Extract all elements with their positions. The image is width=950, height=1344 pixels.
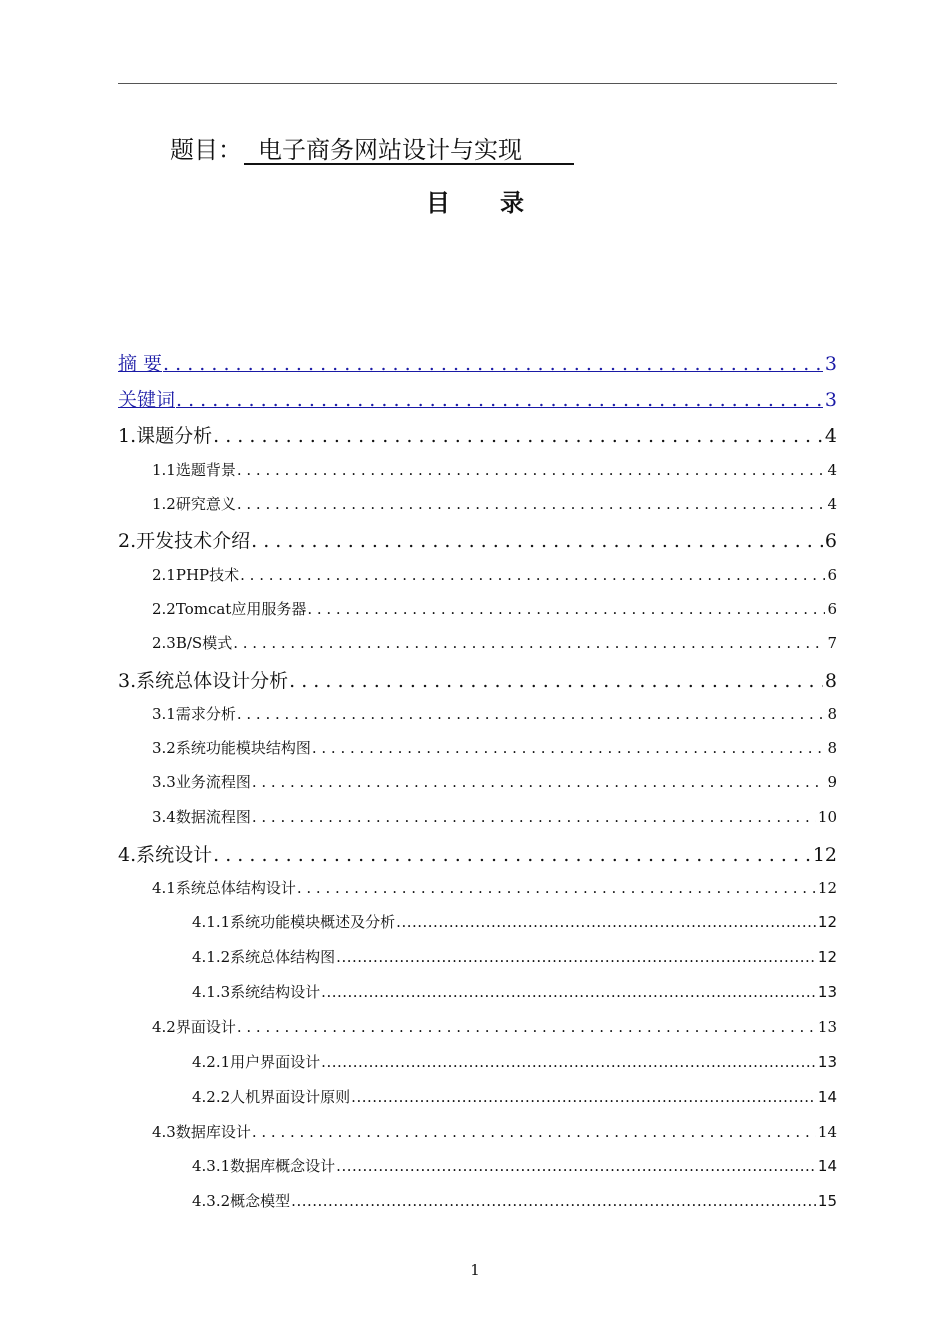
header-rule xyxy=(118,83,837,84)
leader-dots xyxy=(396,913,816,931)
leader-dots xyxy=(163,353,823,375)
toc-entry-page: 9 xyxy=(827,773,837,791)
leader-dots xyxy=(176,389,823,411)
title-label: 题目： xyxy=(170,136,242,164)
toc-entry-page: 6 xyxy=(824,530,837,552)
toc-entry-page: 8 xyxy=(827,739,837,757)
toc-entry-label: 摘 要 xyxy=(118,353,163,375)
toc-entry[interactable] xyxy=(192,911,837,932)
toc-entry[interactable] xyxy=(152,493,837,514)
toc-entry-page: 3 xyxy=(824,353,837,375)
leader-dots xyxy=(237,705,826,723)
leader-dots xyxy=(307,600,825,618)
toc-entry[interactable] xyxy=(192,1190,837,1211)
page-number: 1 xyxy=(470,1261,480,1279)
toc-entry-page: 8 xyxy=(824,670,837,692)
leader-dots xyxy=(252,808,816,826)
toc-entry[interactable] xyxy=(152,598,837,619)
toc-entry-label: 1.1选题背景 xyxy=(152,461,236,479)
toc-entry-label: 2.3B/S模式 xyxy=(152,634,233,652)
toc-entry-label: 2.1PHP技术 xyxy=(152,566,240,584)
toc-entry-page: 13 xyxy=(817,983,837,1001)
leader-dots xyxy=(321,1053,816,1071)
toc-entry-page: 4 xyxy=(827,461,837,479)
toc-entry-label: 3.2系统功能模块结构图 xyxy=(152,739,311,757)
toc-entry[interactable] xyxy=(192,981,837,1002)
toc-entry[interactable] xyxy=(152,737,837,758)
leader-dots xyxy=(291,1192,816,1210)
leader-dots xyxy=(336,1157,816,1175)
leader-dots xyxy=(252,1123,816,1141)
toc-entry-label: 2.2Tomcat应用服务器 xyxy=(152,600,307,618)
toc-entry-label: 4.系统设计 xyxy=(118,844,213,866)
toc-entry-page: 13 xyxy=(817,1018,837,1036)
leader-dots xyxy=(351,1088,816,1106)
toc-entry-label: 1.课题分析 xyxy=(118,425,213,447)
toc-entry-page: 12 xyxy=(817,948,837,966)
toc-entry[interactable] xyxy=(152,703,837,724)
toc-entry[interactable] xyxy=(152,877,837,898)
leader-dots xyxy=(233,634,825,652)
toc-entry-page: 12 xyxy=(812,844,837,866)
leader-dots xyxy=(213,425,823,447)
toc-entry-label: 4.1.2系统总体结构图 xyxy=(192,948,336,966)
toc-entry-page: 13 xyxy=(817,1053,837,1071)
leader-dots xyxy=(240,566,825,584)
toc-entry[interactable] xyxy=(152,806,837,827)
toc-entry-page: 12 xyxy=(817,879,837,897)
toc-entry-keywords[interactable] xyxy=(118,385,837,412)
toc-entry-label: 4.2.1用户界面设计 xyxy=(192,1053,321,1071)
title-value: 电子商务网站设计与实现 xyxy=(244,137,574,165)
toc-entry-label: 4.1.1系统功能模块概述及分析 xyxy=(192,913,396,931)
toc-entry-page: 3 xyxy=(824,389,837,411)
toc-entry[interactable] xyxy=(152,1121,837,1142)
leader-dots xyxy=(297,879,816,897)
toc-entry-page: 6 xyxy=(827,566,837,584)
toc-entry[interactable] xyxy=(152,459,837,480)
leader-dots xyxy=(321,983,816,1001)
leader-dots xyxy=(237,495,826,513)
toc-entry[interactable] xyxy=(118,666,837,693)
toc-entry-page: 4 xyxy=(827,495,837,513)
toc-entry-label: 4.1.3系统结构设计 xyxy=(192,983,321,1001)
toc-entry-label: 4.3数据库设计 xyxy=(152,1123,251,1141)
toc-entry-page: 14 xyxy=(817,1157,837,1175)
leader-dots xyxy=(237,461,826,479)
toc-entry[interactable] xyxy=(192,1155,837,1176)
toc-heading: 目录 xyxy=(426,189,574,217)
toc-entry-abstract[interactable] xyxy=(118,349,837,376)
leader-dots xyxy=(336,948,816,966)
toc-entry-page: 15 xyxy=(817,1192,837,1210)
toc-entry-page: 7 xyxy=(827,634,837,652)
toc-entry[interactable] xyxy=(192,1051,837,1072)
toc-entry[interactable] xyxy=(152,632,837,653)
leader-dots xyxy=(289,670,823,692)
toc-entry-page: 4 xyxy=(824,425,837,447)
toc-entry-page: 8 xyxy=(827,705,837,723)
toc-entry-label: 3.3业务流程图 xyxy=(152,773,251,791)
toc-entry[interactable] xyxy=(152,564,837,585)
toc-entry-label: 4.3.1数据库概念设计 xyxy=(192,1157,336,1175)
toc-entry-label: 4.2.2人机界面设计原则 xyxy=(192,1088,351,1106)
leader-dots xyxy=(252,773,826,791)
toc-entry[interactable] xyxy=(152,771,837,792)
toc-entry[interactable] xyxy=(192,1086,837,1107)
leader-dots xyxy=(237,1018,816,1036)
toc-entry[interactable] xyxy=(118,421,837,448)
toc-entry-label: 3.4数据流程图 xyxy=(152,808,251,826)
toc-entry-page: 12 xyxy=(817,913,837,931)
document-title xyxy=(170,134,574,166)
toc-entry-label: 1.2研究意义 xyxy=(152,495,236,513)
toc-entry-page: 14 xyxy=(817,1123,837,1141)
leader-dots xyxy=(312,739,826,757)
toc-entry-label: 4.1系统总体结构设计 xyxy=(152,879,296,897)
leader-dots xyxy=(251,530,823,552)
toc-entry[interactable] xyxy=(118,840,837,867)
toc-entry-page: 10 xyxy=(817,808,837,826)
toc-entry-label: 3.1需求分析 xyxy=(152,705,236,723)
toc-entry[interactable] xyxy=(118,526,837,553)
toc-entry-label: 4.2界面设计 xyxy=(152,1018,236,1036)
toc-entry[interactable] xyxy=(192,946,837,967)
toc-entry[interactable] xyxy=(152,1016,837,1037)
toc-entry-page: 14 xyxy=(817,1088,837,1106)
toc-entry-label: 3.系统总体设计分析 xyxy=(118,670,289,692)
toc-entry-label: 4.3.2概念模型 xyxy=(192,1192,291,1210)
leader-dots xyxy=(213,844,811,866)
toc-entry-label: 关键词 xyxy=(118,389,176,411)
toc-entry-page: 6 xyxy=(827,600,837,618)
toc-entry-label: 2.开发技术介绍 xyxy=(118,530,251,552)
